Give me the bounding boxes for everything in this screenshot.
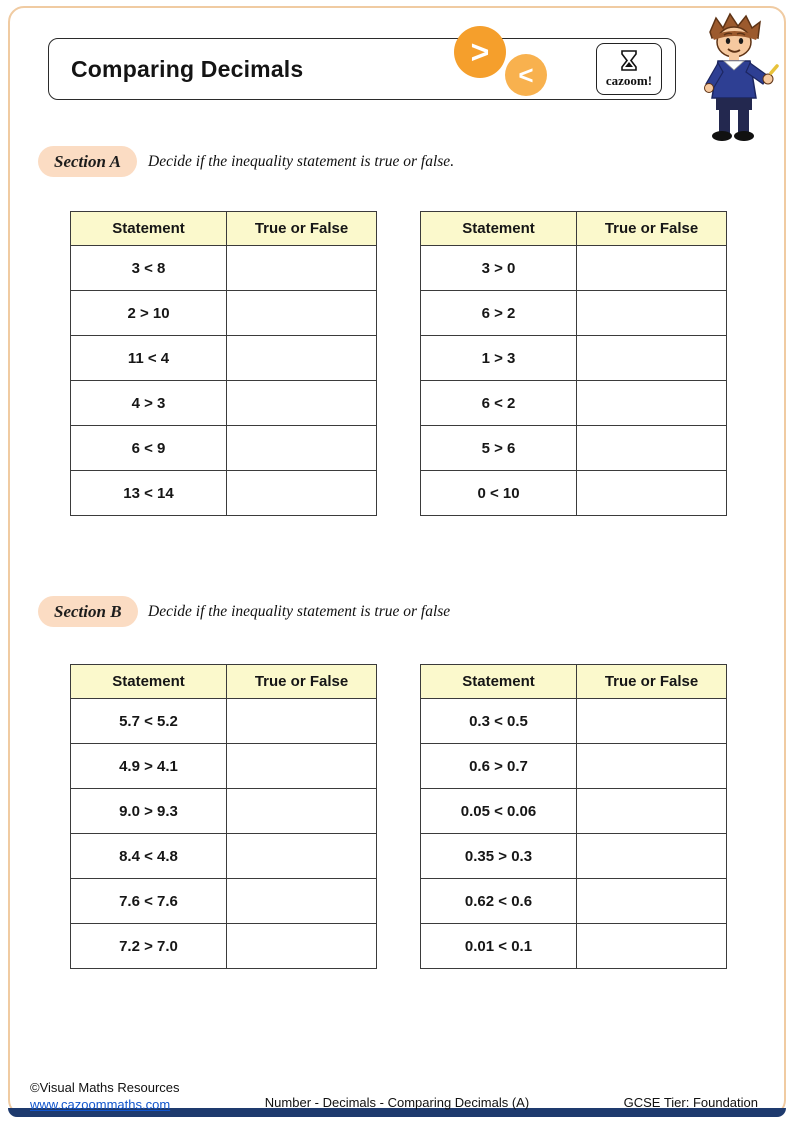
answer-cell[interactable] [577,879,727,924]
statement-cell: 0.62 < 0.6 [421,879,577,924]
less-than-icon [505,54,547,96]
table-header-row [71,212,377,246]
table-row [71,291,377,336]
section-a-label: Section A [54,151,121,171]
statement-cell: 0.3 < 0.5 [421,699,577,744]
section-a-badge [38,146,137,177]
answer-cell[interactable] [227,426,377,471]
table-row [71,924,377,969]
statement-cell: 6 < 9 [71,426,227,471]
statement-cell: 5 > 6 [421,426,577,471]
table-header-row [421,212,727,246]
table-row [71,699,377,744]
answer-cell[interactable] [577,471,727,516]
table-row [421,879,727,924]
table-row [421,744,727,789]
table-row [71,426,377,471]
statement-cell: 6 < 2 [421,381,577,426]
greater-than-icon [454,26,506,78]
section-a-table-left [70,211,377,516]
table-row [421,336,727,381]
statement-cell: 7.6 < 7.6 [71,879,227,924]
answer-cell[interactable] [227,879,377,924]
section-b-badge [38,596,138,627]
answer-cell[interactable] [577,291,727,336]
answer-cell[interactable] [227,246,377,291]
statement-cell: 0.6 > 0.7 [421,744,577,789]
answer-cell[interactable] [227,336,377,381]
statement-cell: 0.35 > 0.3 [421,834,577,879]
section-a-table-right [420,211,727,516]
cartoon-boy-illustration [686,10,782,142]
answer-cell[interactable] [577,336,727,381]
answer-cell[interactable] [577,426,727,471]
statement-column-header: Statement [421,212,577,246]
answer-cell[interactable] [577,246,727,291]
table-row [421,834,727,879]
table-row [421,291,727,336]
true-false-column-header: True or False [577,212,727,246]
answer-cell[interactable] [227,291,377,336]
statement-cell: 0.05 < 0.06 [421,789,577,834]
table-row [71,744,377,789]
statement-cell: 1 > 3 [421,336,577,381]
statement-column-header: Statement [71,665,227,699]
table-header-row [421,665,727,699]
table-row [71,381,377,426]
statement-cell: 2 > 10 [71,291,227,336]
statement-cell: 4 > 3 [71,381,227,426]
header [48,38,676,100]
answer-cell[interactable] [577,381,727,426]
table-row [71,789,377,834]
statement-column-header: Statement [421,665,577,699]
table-header-row [71,665,377,699]
section-a-instruction: Decide if the inequality statement is true or false. [148,153,455,170]
statement-column-header: Statement [71,212,227,246]
answer-cell[interactable] [227,471,377,516]
statement-cell: 0.01 < 0.1 [421,924,577,969]
statement-cell: 5.7 < 5.2 [71,699,227,744]
table-row [421,924,727,969]
table-row [71,834,377,879]
statement-cell: 3 < 8 [71,246,227,291]
table-row [421,246,727,291]
answer-cell[interactable] [577,834,727,879]
statement-cell: 9.0 > 9.3 [71,789,227,834]
answer-cell[interactable] [227,924,377,969]
statement-cell: 7.2 > 7.0 [71,924,227,969]
statement-cell: 4.9 > 4.1 [71,744,227,789]
cazoom-logo [596,43,662,95]
less-than-symbol: < [518,59,534,90]
answer-cell[interactable] [577,789,727,834]
table-row [421,381,727,426]
statement-cell: 3 > 0 [421,246,577,291]
statement-cell: 13 < 14 [71,471,227,516]
table-row [421,699,727,744]
worksheet-reference: Number - Decimals - Comparing Decimals (A) [264,1095,530,1110]
section-b-table-right [420,664,727,969]
statement-cell: 11 < 4 [71,336,227,381]
cazoom-logo-text: cazoom! [605,72,653,88]
statement-cell: 6 > 2 [421,291,577,336]
answer-cell[interactable] [227,381,377,426]
table-row [421,789,727,834]
table-row [421,426,727,471]
section-b-instruction: Decide if the inequality statement is true or false [148,603,451,620]
table-row [71,879,377,924]
answer-cell[interactable] [577,699,727,744]
table-row [71,246,377,291]
answer-cell[interactable] [227,789,377,834]
table-row [421,471,727,516]
hourglass-icon [620,50,638,72]
statement-cell: 0 < 10 [421,471,577,516]
answer-cell[interactable] [577,744,727,789]
copyright-text: ©Visual Maths Resources [30,1080,180,1095]
table-row [71,471,377,516]
answer-cell[interactable] [227,744,377,789]
answer-cell[interactable] [577,924,727,969]
section-b-label: Section B [54,601,122,621]
website-link[interactable]: www.cazoommaths.com [30,1097,171,1112]
statement-cell: 8.4 < 4.8 [71,834,227,879]
page-title: Comparing Decimals [71,55,304,82]
answer-cell[interactable] [227,834,377,879]
gcse-tier-label: GCSE Tier: Foundation [623,1095,758,1110]
greater-than-symbol: > [470,33,490,70]
true-false-column-header: True or False [227,665,377,699]
true-false-column-header: True or False [577,665,727,699]
true-false-column-header: True or False [227,212,377,246]
table-row [71,336,377,381]
answer-cell[interactable] [227,699,377,744]
section-b-table-left [70,664,377,969]
